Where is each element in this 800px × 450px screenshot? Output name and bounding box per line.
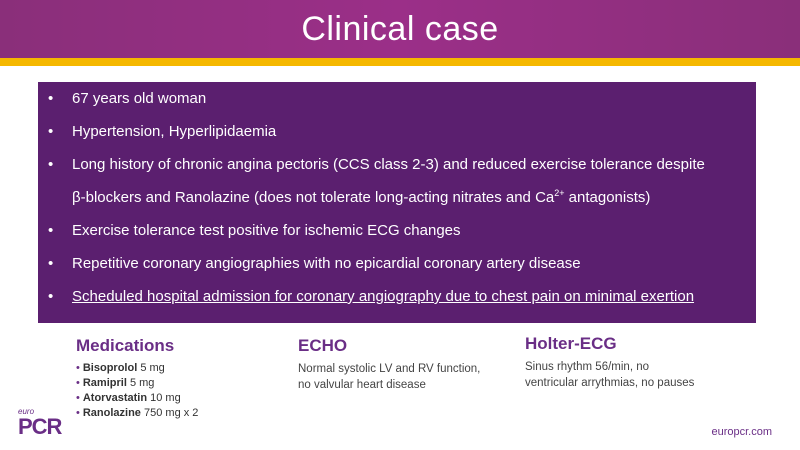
logo-big-text: PCR bbox=[18, 414, 62, 439]
case-bullet-age: • 67 years old woman bbox=[48, 91, 746, 124]
echo-title: ECHO bbox=[298, 336, 348, 355]
echo-line-2: no valvular heart disease bbox=[298, 379, 426, 391]
logo-small-text: euro bbox=[18, 407, 35, 416]
case-summary-box bbox=[38, 82, 756, 323]
website-link[interactable]: europcr.com bbox=[711, 426, 772, 438]
page-title: Clinical case bbox=[301, 9, 499, 48]
europcr-logo bbox=[18, 407, 62, 440]
list-item: • Ramipril 5 mg bbox=[76, 377, 155, 389]
echo-line-1: Normal systolic LV and RV function, bbox=[298, 363, 481, 375]
header bbox=[0, 0, 800, 58]
medications-list bbox=[76, 361, 198, 421]
medications-title: Medications bbox=[76, 336, 175, 355]
holter-line-1: Sinus rhythm 56/min, no bbox=[525, 361, 650, 373]
case-bullet-angiographies: • Repetitive coronary angiographies with no epicardial coronary artery disease bbox=[48, 256, 746, 289]
holter-section bbox=[525, 334, 694, 391]
case-bullet-angina-continued: β-blockers and Ranolazine (does not tolerate long-acting nitrates and $Ca^{2+}$ antagonists) bbox=[72, 188, 651, 206]
case-bullet-admission: • Scheduled hospital admission for coronary angiography due to chest pain on minimal exertion bbox=[48, 289, 746, 322]
list-item: • Ranolazine 750 mg x 2 bbox=[76, 407, 199, 419]
medications-section bbox=[76, 336, 198, 421]
case-bullet-history: • Hypertension, Hyperlipidaemia bbox=[48, 124, 746, 157]
list-item: • Atorvastatin 10 mg bbox=[76, 392, 181, 404]
case-bullet-exercise-test: • Exercise tolerance test positive for ischemic ECG changes bbox=[48, 223, 746, 256]
case-bullet-angina: • Long history of chronic angina pectoris (CCS class 2-3) and reduced exercise tolerance despite bbox=[48, 157, 746, 190]
echo-section bbox=[298, 336, 480, 393]
list-item: • Bisoprolol 5 mg bbox=[76, 362, 165, 374]
accent-bar bbox=[0, 58, 800, 66]
holter-line-2: ventricular arrythmias, no pauses bbox=[525, 377, 695, 389]
holter-title: Holter-ECG bbox=[525, 334, 617, 353]
